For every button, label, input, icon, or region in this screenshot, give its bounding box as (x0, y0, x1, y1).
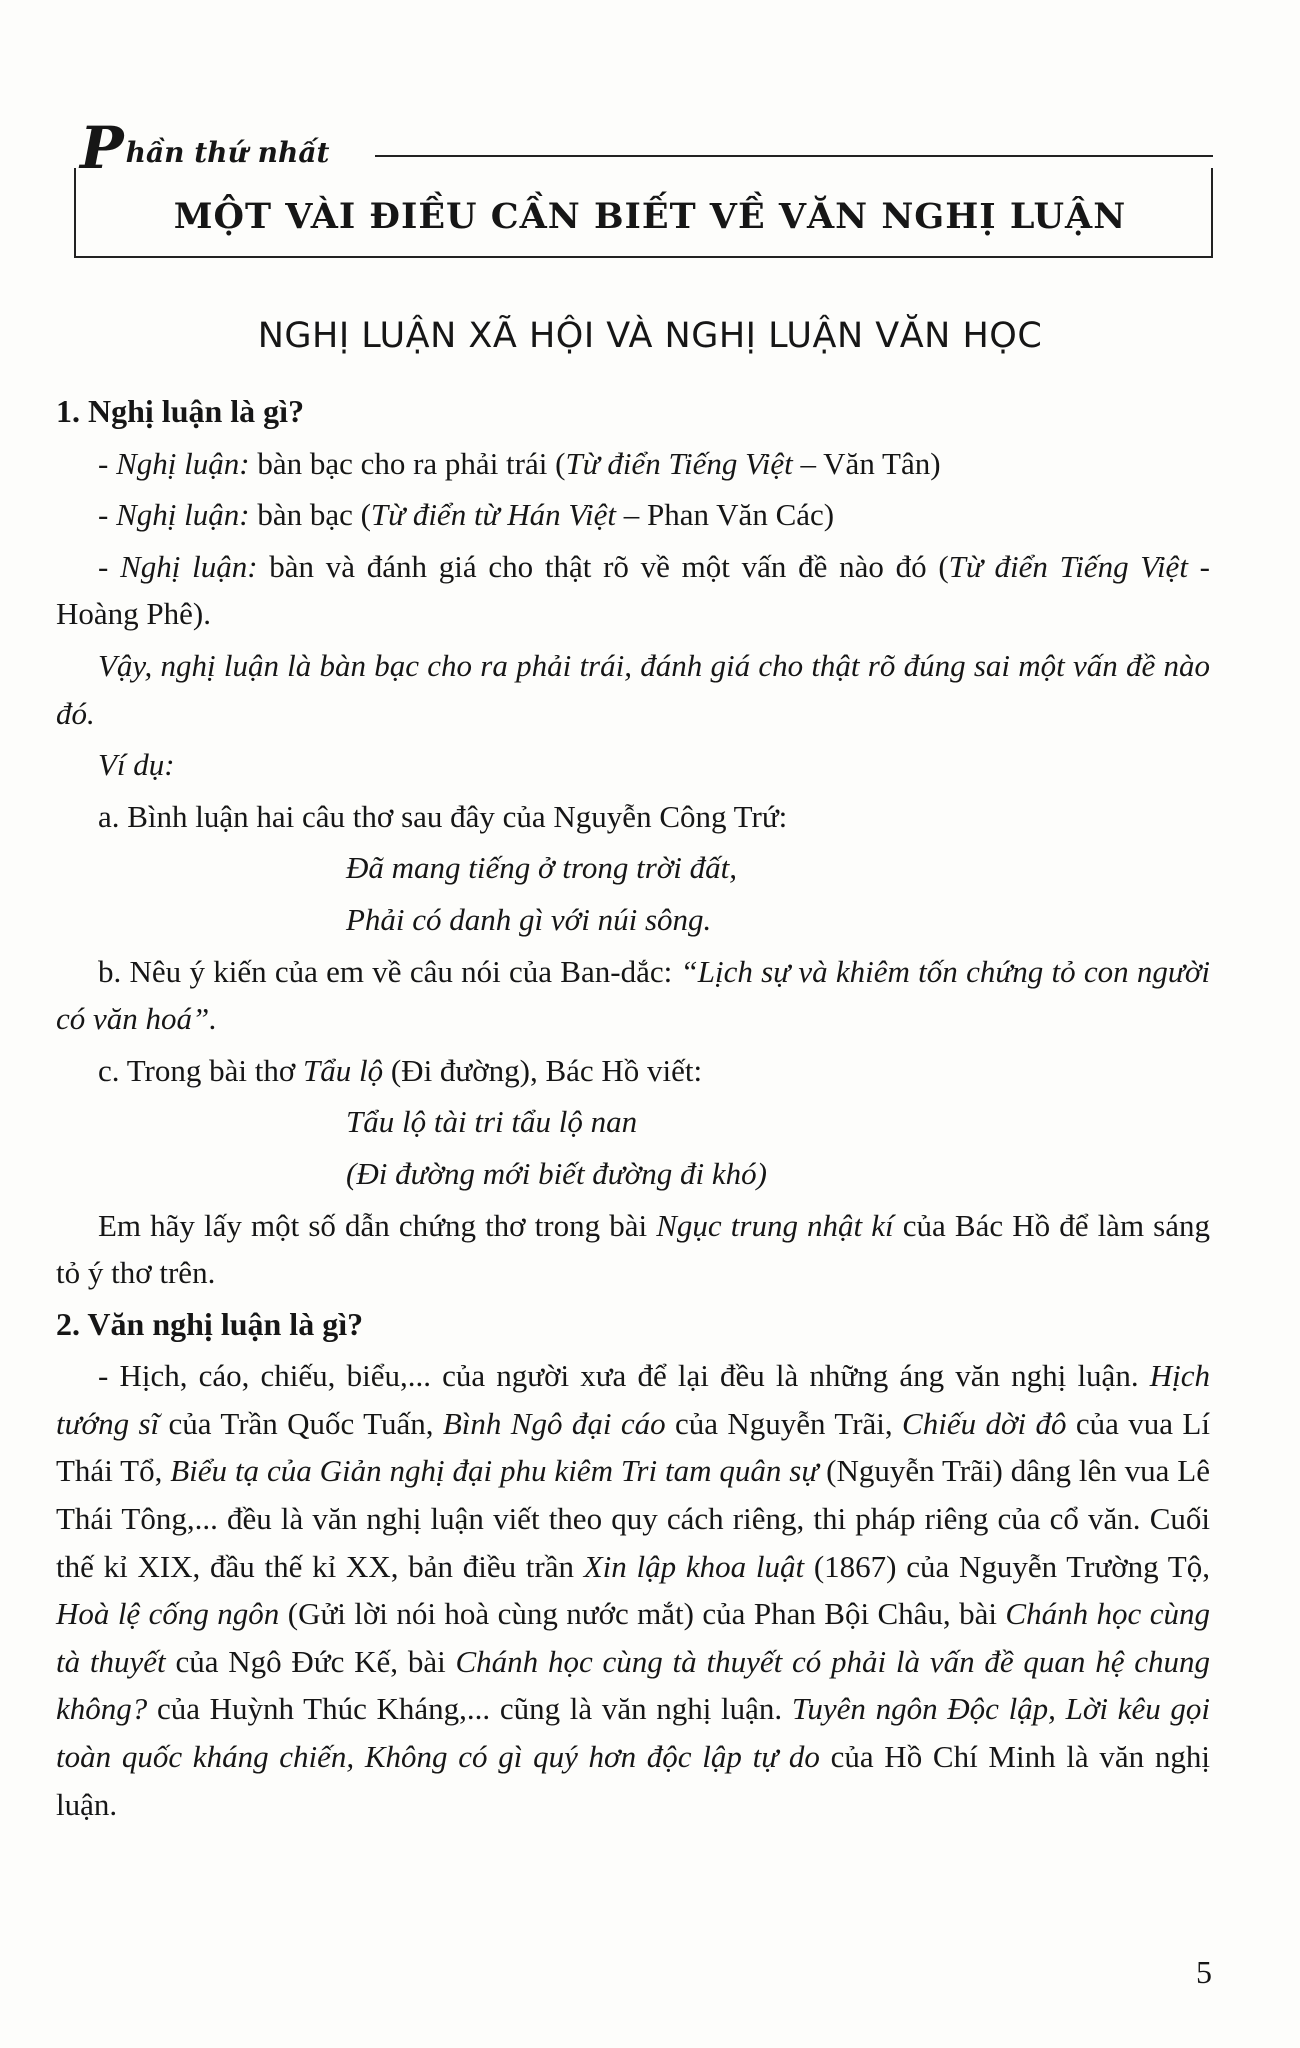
def1-source: Từ điển Tiếng Việt (565, 445, 793, 481)
poem-a-line-1: Đã mang tiếng ở trong trời đất, (346, 850, 738, 886)
p2-text-6: (1867) của Nguyễn Trường Tộ, (804, 1548, 1210, 1584)
exercise-pre: Em hãy lấy một số dẫn chứng thơ trong bài (98, 1207, 657, 1243)
conclusion: Vậy, nghị luận là bàn bạc cho ra phải trái, đánh giá cho thật rõ đúng sai một vấn đề nào đó. (56, 647, 1210, 731)
paragraph-2 (56, 1352, 1210, 1828)
example-b (56, 948, 1210, 1043)
heading-1: 1. Nghị luận là gì? (56, 393, 305, 429)
def3-source: Từ điển Tiếng Việt (948, 548, 1188, 584)
definition-2: - Nghị luận: bàn bạc (Từ điển từ Hán Việt – Phan Văn Các) (98, 497, 835, 533)
definition-1: - Nghị luận: bàn bạc cho ra phải trái (Từ điển Tiếng Việt – Văn Tân) (98, 445, 941, 481)
poem-c-line-2: (Đi đường mới biết đường đi khó) (346, 1155, 767, 1191)
example-b-text: b. Nêu ý kiến của em về câu nói của Ban-dắc: (98, 953, 681, 989)
poem-a-line-2: Phải có danh gì với núi sông. (346, 901, 712, 937)
page-body (56, 388, 1210, 1832)
example-c-pre: c. Trong bài thơ (98, 1052, 303, 1088)
p2-title-6: Hoà lệ cống ngôn (56, 1596, 280, 1632)
p2-title-9: Tuyên ngôn Độc lập, Lời kêu gọi toàn quốc kháng chiến, Không có gì quý hơn độc lập tự do (56, 1691, 1210, 1775)
def2-author: – Phan Văn Các) (615, 497, 835, 533)
p2-text-1: - Hịch, cáo, chiếu, biểu,... của người xưa để lại đều là những áng văn nghị luận. (98, 1358, 1150, 1394)
header-rule (375, 155, 1213, 157)
heading-2: 2. Văn nghị luận là gì? (56, 1305, 364, 1342)
p2-title-1: Hịch tướng sĩ (56, 1358, 1210, 1441)
poem-c-line-1: Tẩu lộ tài tri tẩu lộ nan (346, 1104, 638, 1140)
p2-title-4: Biểu tạ của Giản nghị đại phu kiêm Tri tam quân sự (170, 1453, 819, 1489)
example-c-post: (Đi đường), Bác Hồ viết: (383, 1052, 703, 1088)
p2-text-5: (Nguyễn Trãi) dâng lên vua Lê Thái Tông,... đều là văn nghị luận viết theo quy cách riêng, thi pháp riêng của cổ văn. Cuối thế kỉ XIX, đầu thế kỉ XX, bản điều trần (56, 1453, 1210, 1584)
def1-term: Nghị luận: (116, 445, 250, 481)
definition-3: - Nghị luận: bàn và đánh giá cho thật rõ về một vấn đề nào đó (Từ điển Tiếng Việt - Hoàng Phê). (56, 548, 1210, 632)
p2-title-3: Chiếu dời đô (902, 1405, 1067, 1441)
section-title: NGHỊ LUẬN XÃ HỘI VÀ NGHỊ LUẬN VĂN HỌC (257, 316, 1043, 356)
def3-term: Nghị luận: (120, 548, 258, 584)
p2-text-8: của Ngô Đức Kế, bài (165, 1643, 456, 1679)
def1-author: – Văn Tân) (792, 445, 941, 481)
def1-text: bàn bạc cho ra phải trái ( (249, 445, 566, 481)
p2-text-4: của vua Lí Thái Tổ, (56, 1405, 1210, 1489)
example-label: Ví dụ: (98, 747, 175, 783)
p2-text-9: của Huỳnh Thúc Kháng,... cũng là văn nghị luận. (147, 1691, 792, 1727)
exercise-title: Ngục trung nhật kí (656, 1207, 894, 1243)
example-a: a. Bình luận hai câu thơ sau đây của Nguyễn Công Trứ: (98, 798, 788, 834)
example-c-title: Tẩu lộ (303, 1052, 384, 1088)
def3-text: bàn và đánh giá cho thật rõ về một vấn đề nào đó ( (257, 548, 949, 584)
p2-title-2: Bình Ngô đại cáo (442, 1405, 666, 1441)
part-label-text: hần thứ nhất (125, 136, 330, 169)
p2-title-7: Chánh học cùng tà thuyết (56, 1596, 1210, 1679)
page-number: 5 (1196, 1954, 1212, 1990)
exercise-post: của Bác Hồ để làm sáng tỏ ý thơ trên. (56, 1207, 1210, 1291)
p2-text-10: của Hồ Chí Minh là văn nghị luận. (56, 1739, 1210, 1822)
example-b-quote: “Lịch sự và khiêm tốn chứng tỏ con người có văn hoá”. (56, 953, 1210, 1037)
def2-text: bàn bạc ( (249, 497, 371, 533)
def2-term: Nghị luận: (116, 497, 250, 533)
p2-text-3: của Nguyễn Trãi, (665, 1405, 903, 1441)
p2-title-8: Chánh học cùng tà thuyết có phải là vấn đề quan hệ chung không? (56, 1643, 1211, 1727)
p2-text-7: (Gửi lời nói hoà cùng nước mắt) của Phan Bội Châu, bài (279, 1596, 1006, 1632)
p2-text-2: của Trần Quốc Tuấn, (159, 1405, 443, 1441)
p2-title-5: Xin lập khoa luật (583, 1548, 805, 1584)
def2-source: Từ điển từ Hán Việt (370, 497, 616, 533)
chapter-title: MỘT VÀI ĐIỀU CẦN BIẾT VỀ VĂN NGHỊ LUẬN (173, 196, 1127, 237)
exercise (56, 1202, 1210, 1297)
part-label: Phần thứ nhất (80, 114, 330, 182)
def3-author: - Hoàng Phê). (56, 548, 1210, 632)
example-c (56, 1047, 1210, 1095)
